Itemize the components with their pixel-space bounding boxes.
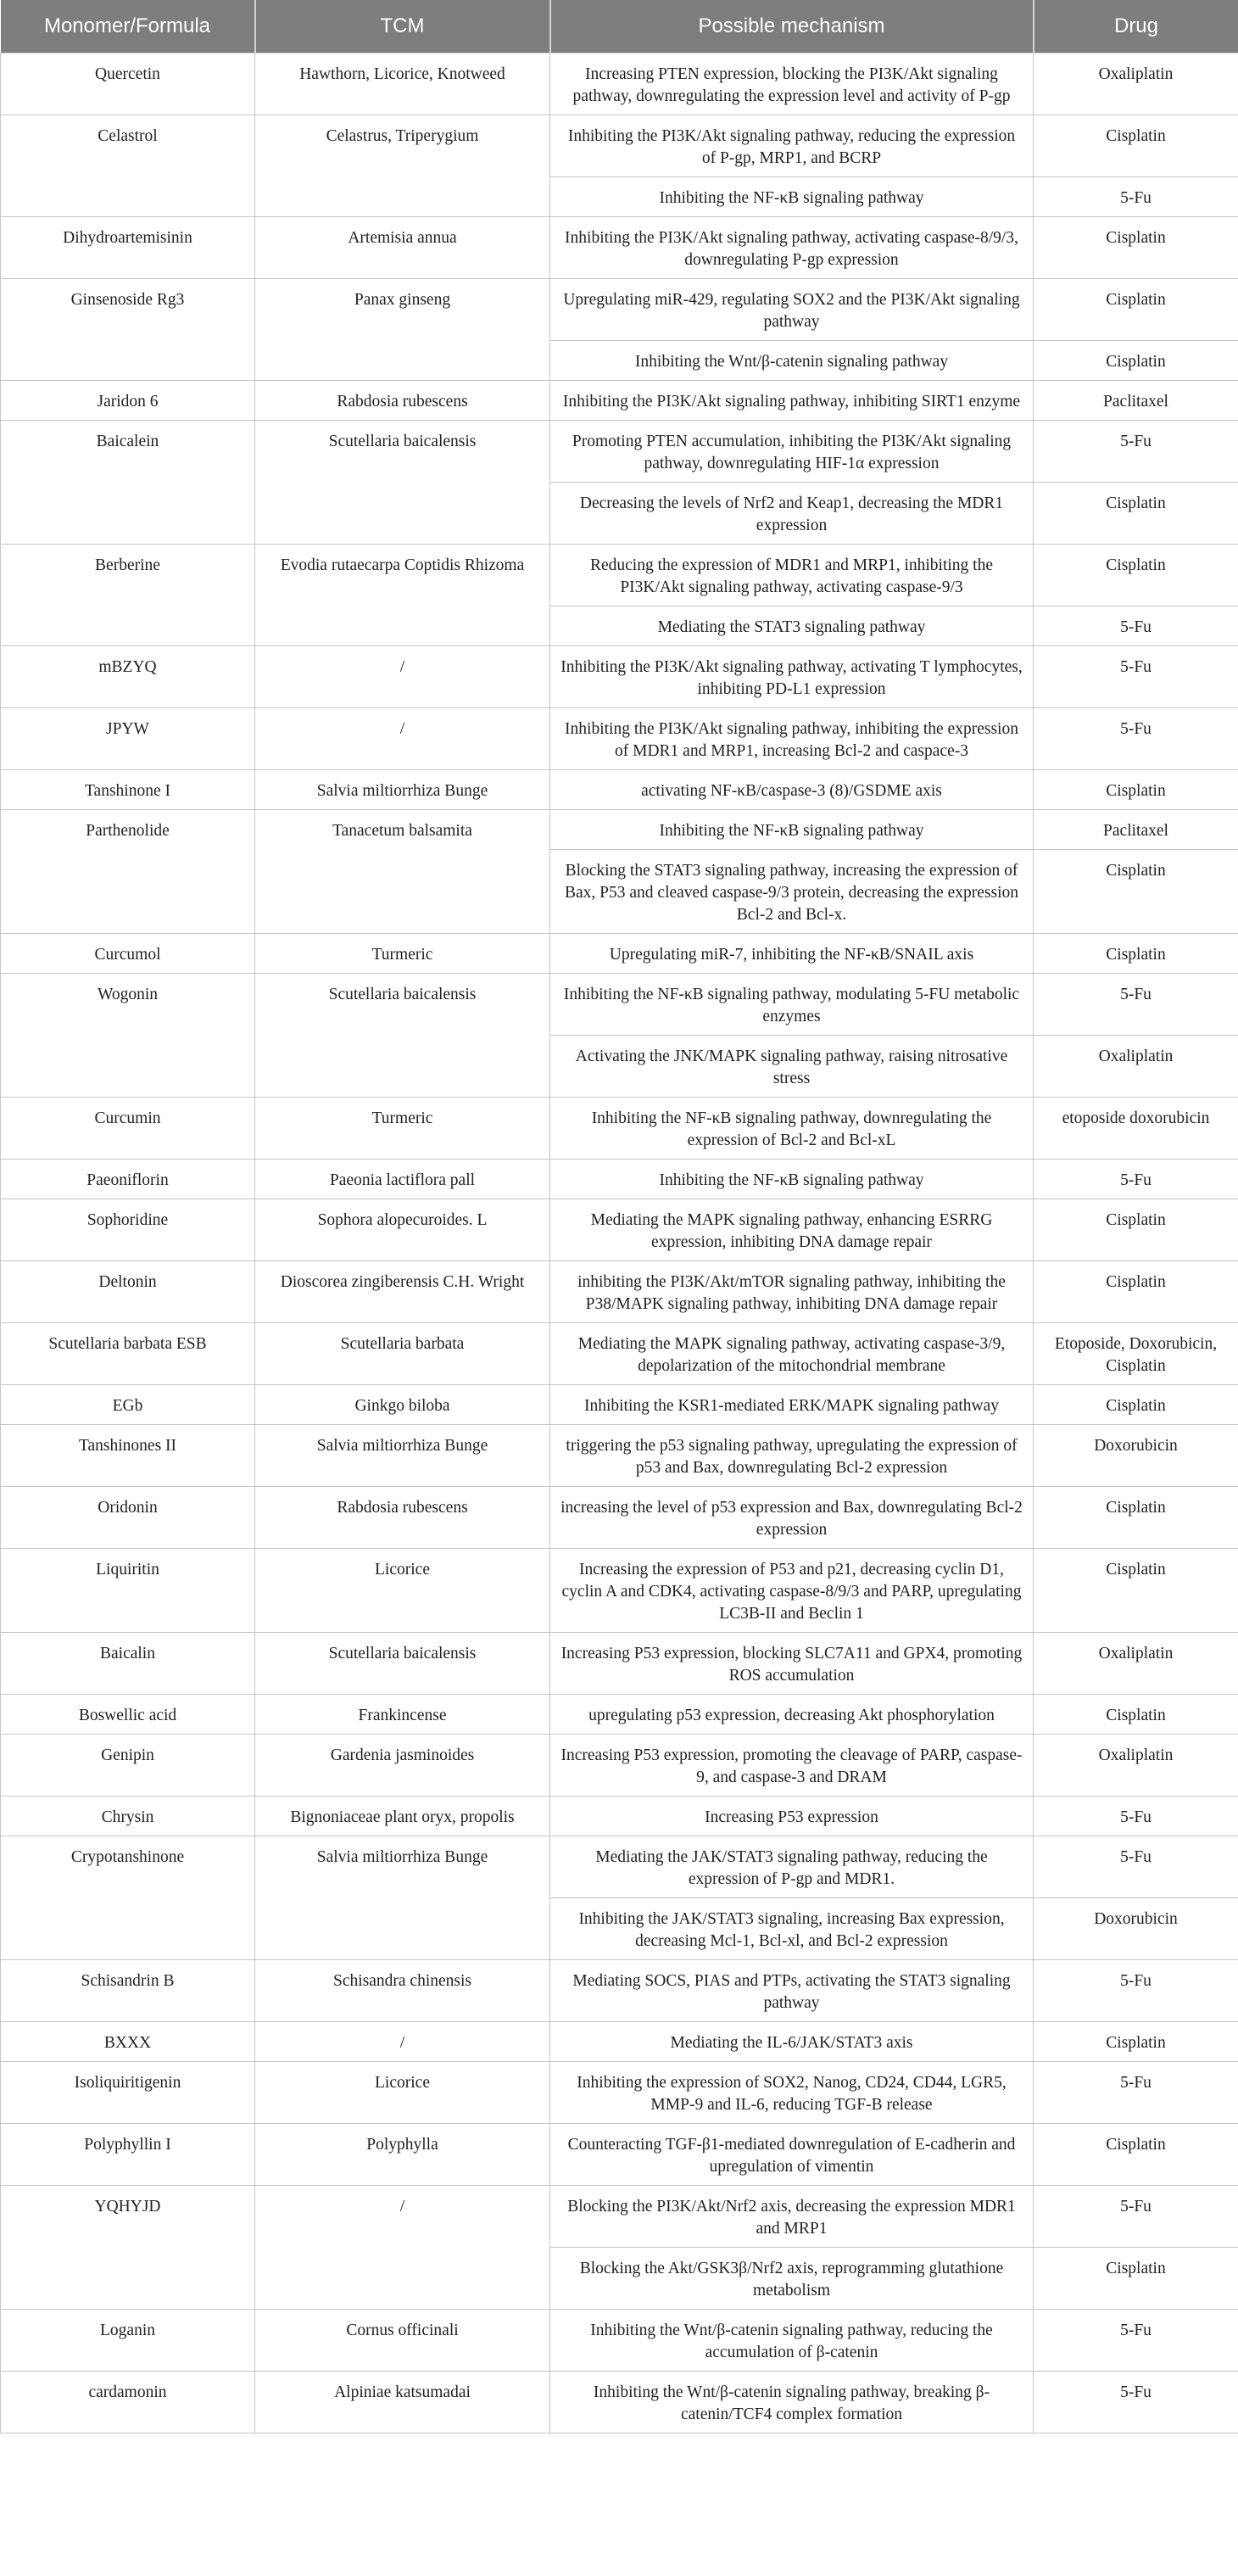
mechanism-cell: Activating the JNK/MAPK signaling pathway, raising nitrosative stress [550,1036,1034,1098]
drug-cell: 5-Fu [1034,974,1238,1036]
drug-cell: Cisplatin [1034,2124,1238,2186]
monomer-cell: cardamonin [1,2372,255,2434]
mechanism-cell: Inhibiting the expression of SOX2, Nanog, CD24, CD44, LGR5, MMP-9 and IL-6, reducing TGF-B release [550,2062,1034,2124]
drug-cell: 5-Fu [1034,2186,1238,2248]
drug-cell: Paclitaxel [1034,381,1238,421]
header-row [1,0,1238,53]
monomer-cell: Boswellic acid [1,1695,255,1735]
monomer-cell: Jaridon 6 [1,381,255,421]
drug-cell: Oxaliplatin [1034,1036,1238,1098]
tcm-cell: Celastrus, Triperygium [255,115,550,217]
drug-cell: 5-Fu [1034,2062,1238,2124]
drug-cell: Doxorubicin [1034,1898,1238,1960]
drug-cell: Cisplatin [1034,217,1238,279]
mechanism-cell: Inhibiting the NF-κB signaling pathway, downregulating the expression of Bcl-2 and Bcl-xL [550,1098,1034,1159]
monomer-cell: Isoliquiritigenin [1,2062,255,2124]
mechanism-cell: Inhibiting the PI3K/Akt signaling pathway, activating T lymphocytes, inhibiting PD-L1 expression [550,646,1034,708]
drug-cell: Cisplatin [1034,1261,1238,1323]
monomer-cell: Oridonin [1,1487,255,1549]
tcm-cell: Gardenia jasminoides [255,1735,550,1796]
monomer-cell: YQHYJD [1,2186,255,2310]
table-row [1,1323,1238,1385]
drug-cell: Cisplatin [1034,1695,1238,1735]
mechanism-cell: Increasing P53 expression, promoting the cleavage of PARP, caspase-9, and caspase-3 and DRAM [550,1735,1034,1796]
mechanism-cell: increasing the level of p53 expression and Bax, downregulating Bcl-2 expression [550,1487,1034,1549]
mechanism-cell: Inhibiting the Wnt/β-catenin signaling pathway, breaking β-catenin/TCF4 complex formation [550,2372,1034,2434]
monomer-cell: Crypotanshinone [1,1836,255,1960]
mechanism-cell: activating NF-κB/caspase-3 (8)/GSDME axis [550,770,1034,810]
monomer-cell: Paeoniflorin [1,1159,255,1199]
mechanism-cell: Mediating the MAPK signaling pathway, activating caspase-3/9, depolarization of the mitochondrial membrane [550,1323,1034,1385]
mechanism-cell: Inhibiting the JAK/STAT3 signaling, increasing Bax expression, decreasing Mcl-1, Bcl-xl, and Bcl-2 expression [550,1898,1034,1960]
tcm-cell: Turmeric [255,934,550,974]
table-row [1,1425,1238,1487]
drug-cell: Cisplatin [1034,770,1238,810]
table-row [1,810,1238,850]
drug-cell: 5-Fu [1034,646,1238,708]
drug-cell: etoposide doxorubicin [1034,1098,1238,1159]
mechanism-cell: upregulating p53 expression, decreasing Akt phosphorylation [550,1695,1034,1735]
drug-cell: Cisplatin [1034,2248,1238,2310]
monomer-cell: Genipin [1,1735,255,1796]
drug-cell: Cisplatin [1034,279,1238,341]
monomer-cell: Ginsenoside Rg3 [1,279,255,381]
tcm-cell: Rabdosia rubescens [255,1487,550,1549]
drug-cell: Doxorubicin [1034,1425,1238,1487]
mechanism-cell: Inhibiting the PI3K/Akt signaling pathway, activating caspase-8/9/3, downregulating P-gp expression [550,217,1034,279]
tcm-cell: Licorice [255,1549,550,1633]
table-row [1,1199,1238,1261]
drug-cell: 5-Fu [1034,606,1238,646]
monomer-cell: BXXX [1,2022,255,2062]
drug-cell: 5-Fu [1034,1960,1238,2022]
mechanism-cell: Blocking the PI3K/Akt/Nrf2 axis, decreasing the expression MDR1 and MRP1 [550,2186,1034,2248]
table-row [1,2022,1238,2062]
monomer-cell: Tanshinones II [1,1425,255,1487]
mechanism-cell: Increasing P53 expression, blocking SLC7A11 and GPX4, promoting ROS accumulation [550,1633,1034,1695]
table-row [1,2186,1238,2248]
mechanism-cell: Inhibiting the PI3K/Akt signaling pathway, inhibiting the expression of MDR1 and MRP1, increasing Bcl-2 and caspace-3 [550,708,1034,770]
drug-cell: Cisplatin [1034,1549,1238,1633]
tcm-cell: Panax ginseng [255,279,550,381]
drug-cell: Cisplatin [1034,2022,1238,2062]
tcm-cell: Rabdosia rubescens [255,381,550,421]
monomer-cell: Celastrol [1,115,255,217]
table-row [1,1549,1238,1633]
tcm-cell: / [255,2022,550,2062]
drug-cell: Oxaliplatin [1034,1633,1238,1695]
tcm-cell: Cornus officinali [255,2310,550,2372]
table-row [1,2124,1238,2186]
table-row [1,115,1238,177]
tcm-cell: Paeonia lactiflora pall [255,1159,550,1199]
mechanism-cell: Increasing the expression of P53 and p21, decreasing cyclin D1, cyclin A and CDK4, activating caspase-8/9/3 and PARP, upregulating LC3B-II and Beclin 1 [550,1549,1034,1633]
mechanism-cell: Blocking the Akt/GSK3β/Nrf2 axis, reprogramming glutathione metabolism [550,2248,1034,2310]
drug-cell: 5-Fu [1034,2372,1238,2434]
monomer-cell: Liquiritin [1,1549,255,1633]
tcm-cell: Salvia miltiorrhiza Bunge [255,770,550,810]
mechanism-cell: Inhibiting the NF-κB signaling pathway [550,810,1034,850]
monomer-cell: Sophoridine [1,1199,255,1261]
table-row [1,1098,1238,1159]
tcm-cell: Frankincense [255,1695,550,1735]
mechanism-cell: Counteracting TGF-β1-mediated downregulation of E-cadherin and upregulation of vimentin [550,2124,1034,2186]
drug-cell: Cisplatin [1034,934,1238,974]
tcm-cell: Evodia rutaecarpa Coptidis Rhizoma [255,545,550,646]
mechanism-cell: Inhibiting the PI3K/Akt signaling pathway, inhibiting SIRT1 enzyme [550,381,1034,421]
mechanism-cell: Inhibiting the Wnt/β-catenin signaling pathway, reducing the accumulation of β-catenin [550,2310,1034,2372]
mechanism-cell: Mediating the STAT3 signaling pathway [550,606,1034,646]
mechanism-cell: Mediating the JAK/STAT3 signaling pathway, reducing the expression of P-gp and MDR1. [550,1836,1034,1898]
table-row [1,646,1238,708]
mechanism-cell: Increasing P53 expression [550,1796,1034,1836]
tcm-cell: Tanacetum balsamita [255,810,550,934]
mechanism-cell: Increasing PTEN expression, blocking the PI3K/Akt signaling pathway, downregulating the expression level and activity of P-gp [550,53,1034,115]
mechanism-cell: Decreasing the levels of Nrf2 and Keap1, decreasing the MDR1 expression [550,483,1034,545]
mechanism-cell: Mediating SOCS, PIAS and PTPs, activating the STAT3 signaling pathway [550,1960,1034,2022]
mechanism-cell: Upregulating miR-7, inhibiting the NF-κB/SNAIL axis [550,934,1034,974]
mechanism-cell: Upregulating miR-429, regulating SOX2 and the PI3K/Akt signaling pathway [550,279,1034,341]
drug-cell: Cisplatin [1034,545,1238,606]
tcm-cell: / [255,708,550,770]
monomer-cell: Deltonin [1,1261,255,1323]
monomer-cell: Curcumin [1,1098,255,1159]
monomer-cell: JPYW [1,708,255,770]
drug-cell: 5-Fu [1034,1836,1238,1898]
monomer-cell: Scutellaria barbata ESB [1,1323,255,1385]
mechanism-cell: Inhibiting the NF-κB signaling pathway [550,1159,1034,1199]
drug-cell: 5-Fu [1034,1796,1238,1836]
table-row [1,2310,1238,2372]
mechanism-cell: Mediating the MAPK signaling pathway, enhancing ESRRG expression, inhibiting DNA damage repair [550,1199,1034,1261]
tcm-cell: / [255,646,550,708]
drug-cell: 5-Fu [1034,1159,1238,1199]
table-row [1,279,1238,341]
table-row [1,381,1238,421]
table-row [1,2372,1238,2434]
drug-cell: 5-Fu [1034,2310,1238,2372]
mechanism-cell: Inhibiting the PI3K/Akt signaling pathway, reducing the expression of P-gp, MRP1, and BCRP [550,115,1034,177]
table-row [1,545,1238,606]
table-row [1,1735,1238,1796]
mechanism-cell: triggering the p53 signaling pathway, upregulating the expression of p53 and Bax, downregulating Bcl-2 expression [550,1425,1034,1487]
drug-cell: Etoposide, Doxorubicin, Cisplatin [1034,1323,1238,1385]
drug-cell: 5-Fu [1034,177,1238,217]
drug-cell: Cisplatin [1034,1199,1238,1261]
mechanism-cell: Inhibiting the KSR1-mediated ERK/MAPK signaling pathway [550,1385,1034,1425]
tcm-cell: Scutellaria barbata [255,1323,550,1385]
table-row [1,1796,1238,1836]
drug-cell: Cisplatin [1034,1487,1238,1549]
monomer-cell: Berberine [1,545,255,646]
tcm-cell: Alpiniae katsumadai [255,2372,550,2434]
header-monomer: Monomer/Formula [1,0,255,53]
drug-cell: Cisplatin [1034,115,1238,177]
table-header [1,0,1238,53]
table-row [1,974,1238,1036]
monomer-cell: Parthenolide [1,810,255,934]
monomer-cell: Tanshinone I [1,770,255,810]
tcm-cell: Hawthorn, Licorice, Knotweed [255,53,550,115]
table-row [1,1695,1238,1735]
monomer-cell: Baicalein [1,421,255,545]
drug-cell: Cisplatin [1034,850,1238,934]
tcm-cell: Schisandra chinensis [255,1960,550,2022]
tcm-cell: Polyphylla [255,2124,550,2186]
tcm-cell: Artemisia annua [255,217,550,279]
table-row [1,1836,1238,1898]
table-body [1,53,1238,2434]
drug-cell: 5-Fu [1034,708,1238,770]
mechanism-cell: Inhibiting the NF-κB signaling pathway [550,177,1034,217]
drug-cell: Paclitaxel [1034,810,1238,850]
table-row [1,53,1238,115]
table-row [1,1633,1238,1695]
monomer-cell: Dihydroartemisinin [1,217,255,279]
tcm-cell: Bignoniaceae plant oryx, propolis [255,1796,550,1836]
tcm-cell: / [255,2186,550,2310]
monomer-cell: Chrysin [1,1796,255,1836]
drug-cell: Oxaliplatin [1034,1735,1238,1796]
tcm-cell: Salvia miltiorrhiza Bunge [255,1425,550,1487]
table-row [1,770,1238,810]
monomer-cell: Baicalin [1,1633,255,1695]
table-row [1,708,1238,770]
header-mechanism: Possible mechanism [550,0,1034,53]
tcm-cell: Salvia miltiorrhiza Bunge [255,1836,550,1960]
monomer-cell: Quercetin [1,53,255,115]
tcm-cell: Scutellaria baicalensis [255,1633,550,1695]
tcm-cell: Licorice [255,2062,550,2124]
table-row [1,1487,1238,1549]
tcm-cell: Dioscorea zingiberensis C.H. Wright [255,1261,550,1323]
monomer-cell: Loganin [1,2310,255,2372]
monomer-cell: mBZYQ [1,646,255,708]
table-row [1,1159,1238,1199]
monomer-cell: Polyphyllin I [1,2124,255,2186]
mechanism-cell: Promoting PTEN accumulation, inhibiting the PI3K/Akt signaling pathway, downregulating HIF-1α expression [550,421,1034,483]
tcm-cell: Scutellaria baicalensis [255,421,550,545]
table-row [1,1385,1238,1425]
monomer-cell: EGb [1,1385,255,1425]
header-tcm: TCM [255,0,550,53]
mechanism-cell: inhibiting the PI3K/Akt/mTOR signaling pathway, inhibiting the P38/MAPK signaling pathway, inhibiting DNA damage repair [550,1261,1034,1323]
drug-cell: Oxaliplatin [1034,53,1238,115]
mechanism-cell: Blocking the STAT3 signaling pathway, increasing the expression of Bax, P53 and cleaved caspase-9/3 protein, decreasing the expression Bcl-2 and Bcl-x. [550,850,1034,934]
mechanism-cell: Mediating the IL-6/JAK/STAT3 axis [550,2022,1034,2062]
drug-cell: Cisplatin [1034,483,1238,545]
table-row [1,934,1238,974]
monomer-cell: Wogonin [1,974,255,1098]
table-row [1,1261,1238,1323]
mechanism-cell: Inhibiting the NF-κB signaling pathway, modulating 5-FU metabolic enzymes [550,974,1034,1036]
table-row [1,421,1238,483]
drug-cell: Cisplatin [1034,341,1238,381]
tcm-cell: Scutellaria baicalensis [255,974,550,1098]
table-row [1,1960,1238,2022]
tcm-cell: Ginkgo biloba [255,1385,550,1425]
mechanism-cell: Inhibiting the Wnt/β-catenin signaling pathway [550,341,1034,381]
table-row [1,2062,1238,2124]
tcm-cell: Turmeric [255,1098,550,1159]
mechanism-cell: Reducing the expression of MDR1 and MRP1, inhibiting the PI3K/Akt signaling pathway, activating caspase-9/3 [550,545,1034,606]
table-row [1,217,1238,279]
drug-cell: Cisplatin [1034,1385,1238,1425]
header-drug: Drug [1034,0,1238,53]
tcm-cell: Sophora alopecuroides. L [255,1199,550,1261]
monomer-cell: Curcumol [1,934,255,974]
drug-cell: 5-Fu [1034,421,1238,483]
monomer-cell: Schisandrin B [1,1960,255,2022]
